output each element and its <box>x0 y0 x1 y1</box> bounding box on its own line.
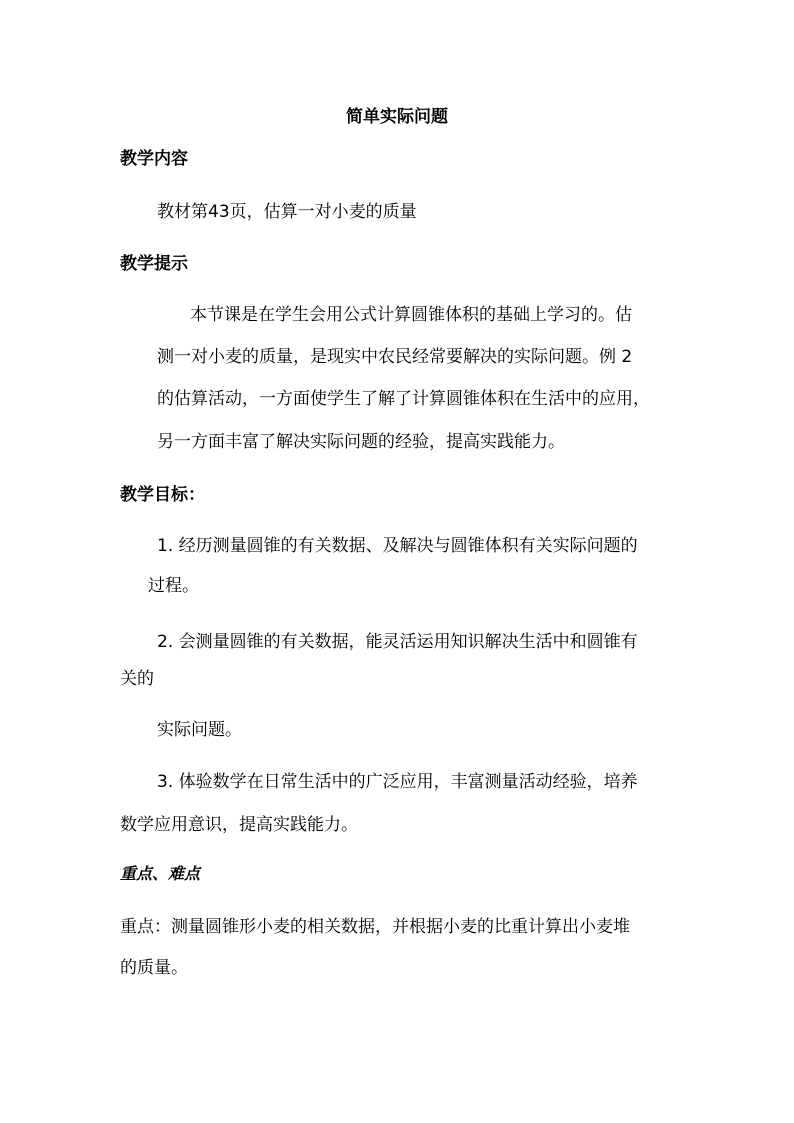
goal-item-2-line: 关的 <box>120 669 154 689</box>
section-heading-hint: 教学提示 <box>120 254 188 274</box>
section-heading-content: 教学内容 <box>120 149 188 169</box>
goal-item-2-line: 2. 会测量圆锥的有关数据，能灵活运用知识解决生活中和圆锥有 <box>157 632 638 652</box>
goal-item-1-line: 过程。 <box>148 576 199 596</box>
hint-line: 另一方面丰富了解决实际问题的经验，提高实践能力。 <box>157 432 565 452</box>
key-points-line: 的质量。 <box>120 958 188 978</box>
hint-line: 测一对小麦的质量，是现实中农民经常要解决的实际问题。例 2 <box>157 347 633 367</box>
key-points-line: 重点：测量圆锥形小麦的相关数据，并根据小麦的比重计算出小麦堆 <box>120 917 630 937</box>
hint-line: 的估算活动，一方面使学生了解了计算圆锥体积在生活中的应用， <box>157 389 650 409</box>
document-title: 简单实际问题 <box>346 107 448 127</box>
goal-item-2-line: 实际问题。 <box>157 720 242 740</box>
goal-item-3-line: 数学应用意识，提高实践能力。 <box>120 815 358 835</box>
goal-item-1-line: 1. 经历测量圆锥的有关数据、及解决与圆锥体积有关实际问题的 <box>157 536 638 556</box>
goal-item-3-line: 3. 体验数学在日常生活中的广泛应用，丰富测量活动经验，培养 <box>157 772 638 792</box>
content-text: 教材第43页，估算一对小麦的质量 <box>157 202 417 222</box>
section-heading-goals: 教学目标： <box>120 485 205 505</box>
hint-line: 本节课是在学生会用公式计算圆锥体积的基础上学习的。估 <box>190 305 632 325</box>
section-heading-key-points: 重点、难点 <box>120 864 201 883</box>
